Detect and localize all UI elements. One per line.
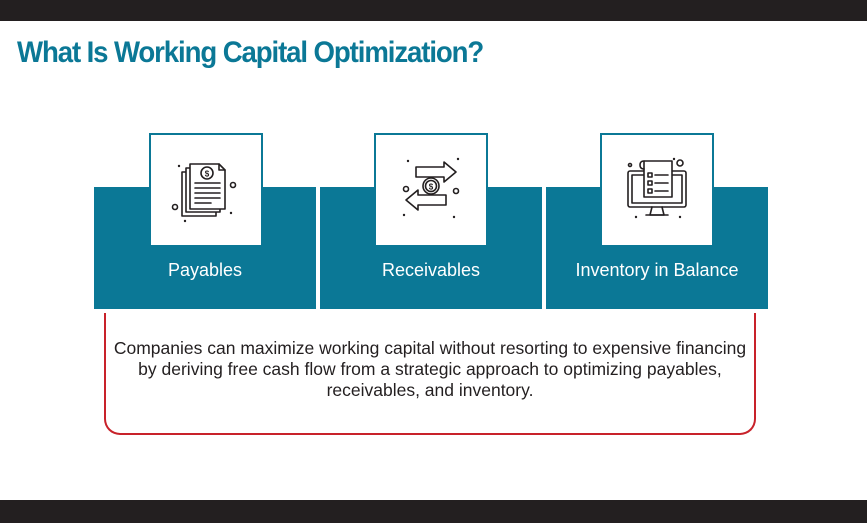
dollar-exchange-arrows-icon	[376, 135, 486, 245]
monitor-checklist-icon	[602, 135, 712, 245]
icon-box-payables	[149, 133, 263, 247]
page-title: What Is Working Capital Optimization?	[17, 36, 484, 69]
card-label-payables: Payables	[167, 260, 243, 280]
icon-box-receivables	[374, 133, 488, 247]
icon-box-inventory	[600, 133, 714, 247]
top-bar	[0, 0, 867, 21]
card-label-inventory: Inventory in Balance	[575, 260, 739, 280]
svg-text:$: $	[204, 169, 210, 179]
invoice-dollar-icon	[151, 135, 261, 245]
summary-text: Companies can maximize working capital without resorting to expensive financing by deriving free cash flow from a strategic approach to optimizing payables, receivables, and inventory.	[113, 338, 747, 400]
card-label-receivables: Receivables	[381, 260, 481, 280]
bottom-bar	[0, 500, 867, 523]
svg-text:$: $	[428, 182, 434, 192]
